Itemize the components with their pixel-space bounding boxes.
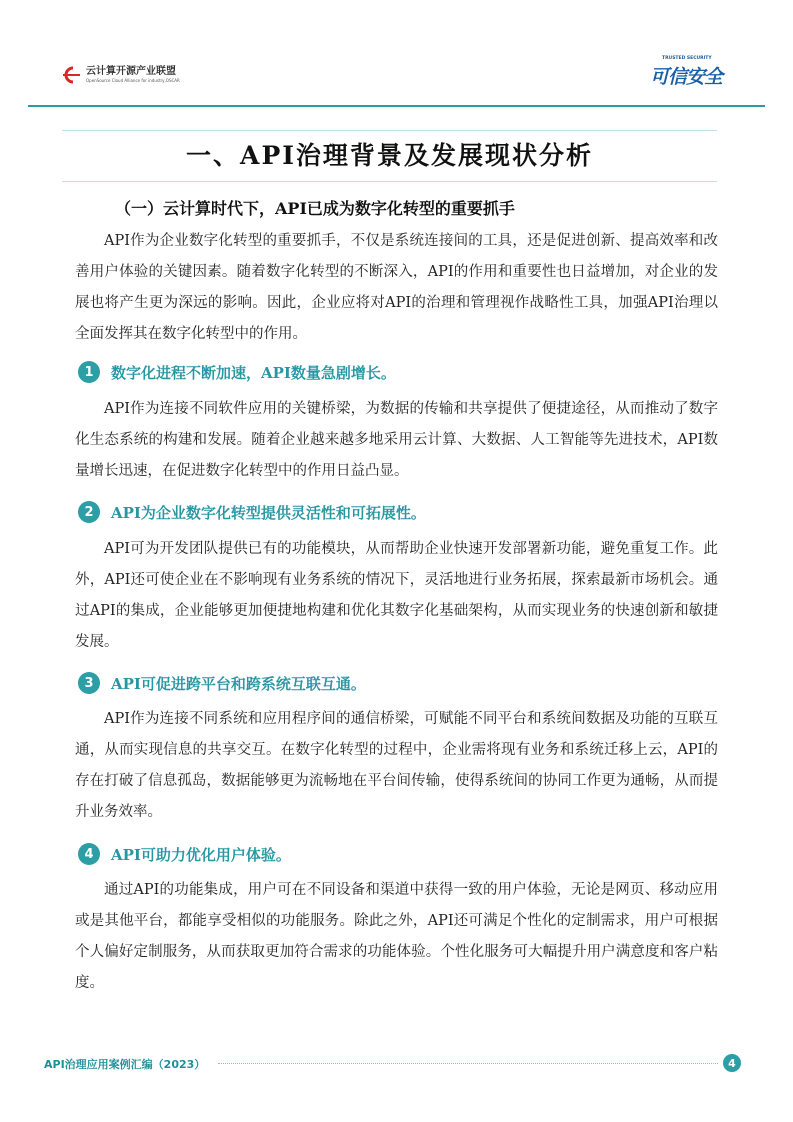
point-title: API可助力优化用户体验。 xyxy=(111,845,291,864)
brand-en: TRUSTED SECURITY xyxy=(662,56,712,61)
footer-dotted-line xyxy=(218,1063,718,1064)
section-heading: （一）云计算时代下，API已成为数字化转型的重要抓手 xyxy=(115,199,515,218)
page-number: 4 xyxy=(723,1054,741,1072)
point-title: API为企业数字化转型提供灵活性和可拓展性。 xyxy=(111,503,426,522)
header-divider xyxy=(28,105,765,107)
trusted-security-logo xyxy=(644,56,734,88)
point-2-heading xyxy=(78,499,426,525)
point-title: API可促进跨平台和跨系统互联互通。 xyxy=(111,674,366,693)
intro-paragraph: API作为企业数字化转型的重要抓手，不仅是系统连接间的工具，还是促进创新、提高效率和改善用户体验的关键因素。随着数字化转型的不断深入，API的作用和重要性也日益增加，对企业的发展也将产生更为深远的影响。因此，企业应将对API的治理和管理视作战略性工具，加强API治理以全面发挥其在数字化转型中的作用。 xyxy=(75,233,718,342)
number-badge-icon: 4 xyxy=(78,843,100,865)
point-2-paragraph: API可为开发团队提供已有的功能模块，从而帮助企业快速开发部署新功能，避免重复工作。此外，API还可使企业在不影响现有业务系统的情况下，灵活地进行业务拓展，探索最新市场机会。通过API的集成，企业能够更加便捷地构建和优化其数字化基础架构，从而实现业务的快速创新和敏捷发展。 xyxy=(75,541,718,650)
number-badge-icon: 3 xyxy=(78,672,100,694)
number-badge-icon: 2 xyxy=(78,501,100,523)
org-logo xyxy=(60,66,180,84)
point-3-paragraph: API作为连接不同系统和应用程序间的通信桥梁，可赋能不同平台和系统间数据及功能的互联互通，从而实现信息的共享交互。在数字化转型的过程中，企业需将现有业务和系统迁移上云，API的存在打破了信息孤岛，数据能够更为流畅地在平台间传输，使得系统间的协同工作更为通畅，从而提升业务效率。 xyxy=(75,711,718,820)
page-title: 一、API治理背景及发展现状分析 xyxy=(186,141,593,170)
footer-doc-name: API治理应用案例汇编（2023） xyxy=(44,1058,206,1071)
point-1-heading xyxy=(78,359,396,385)
page-footer xyxy=(0,1050,793,1080)
org-name: 云计算开源产业联盟 xyxy=(86,66,176,77)
page-header xyxy=(0,0,793,108)
point-4-paragraph: 通过API的功能集成，用户可在不同设备和渠道中获得一致的用户体验，无论是网页、移动应用或是其他平台，都能享受相似的功能服务。除此之外，API还可满足个性化的定制需求，用户可根据个人偏好定制服务，从而获取更加符合需求的功能体验。个性化服务可大幅提升用户满意度和客户粘度。 xyxy=(75,882,718,991)
point-3-heading xyxy=(78,670,366,696)
oscar-logo-icon xyxy=(60,66,82,84)
title-top-rule xyxy=(62,130,717,131)
point-4-heading xyxy=(78,841,291,867)
org-name-en: OpenSource Cloud Alliance for industry,OSCAR xyxy=(86,78,180,83)
title-bottom-rule xyxy=(62,181,717,182)
brand-cn: 可信安全 xyxy=(650,66,723,88)
point-1-paragraph: API作为连接不同软件应用的关键桥梁，为数据的传输和共享提供了便捷途径，从而推动了数字化生态系统的构建和发展。随着企业越来越多地采用云计算、大数据、人工智能等先进技术，API数量增长迅速，在促进数字化转型中的作用日益凸显。 xyxy=(75,401,718,479)
point-title: 数字化进程不断加速，API数量急剧增长。 xyxy=(111,363,396,382)
number-badge-icon: 1 xyxy=(78,361,100,383)
